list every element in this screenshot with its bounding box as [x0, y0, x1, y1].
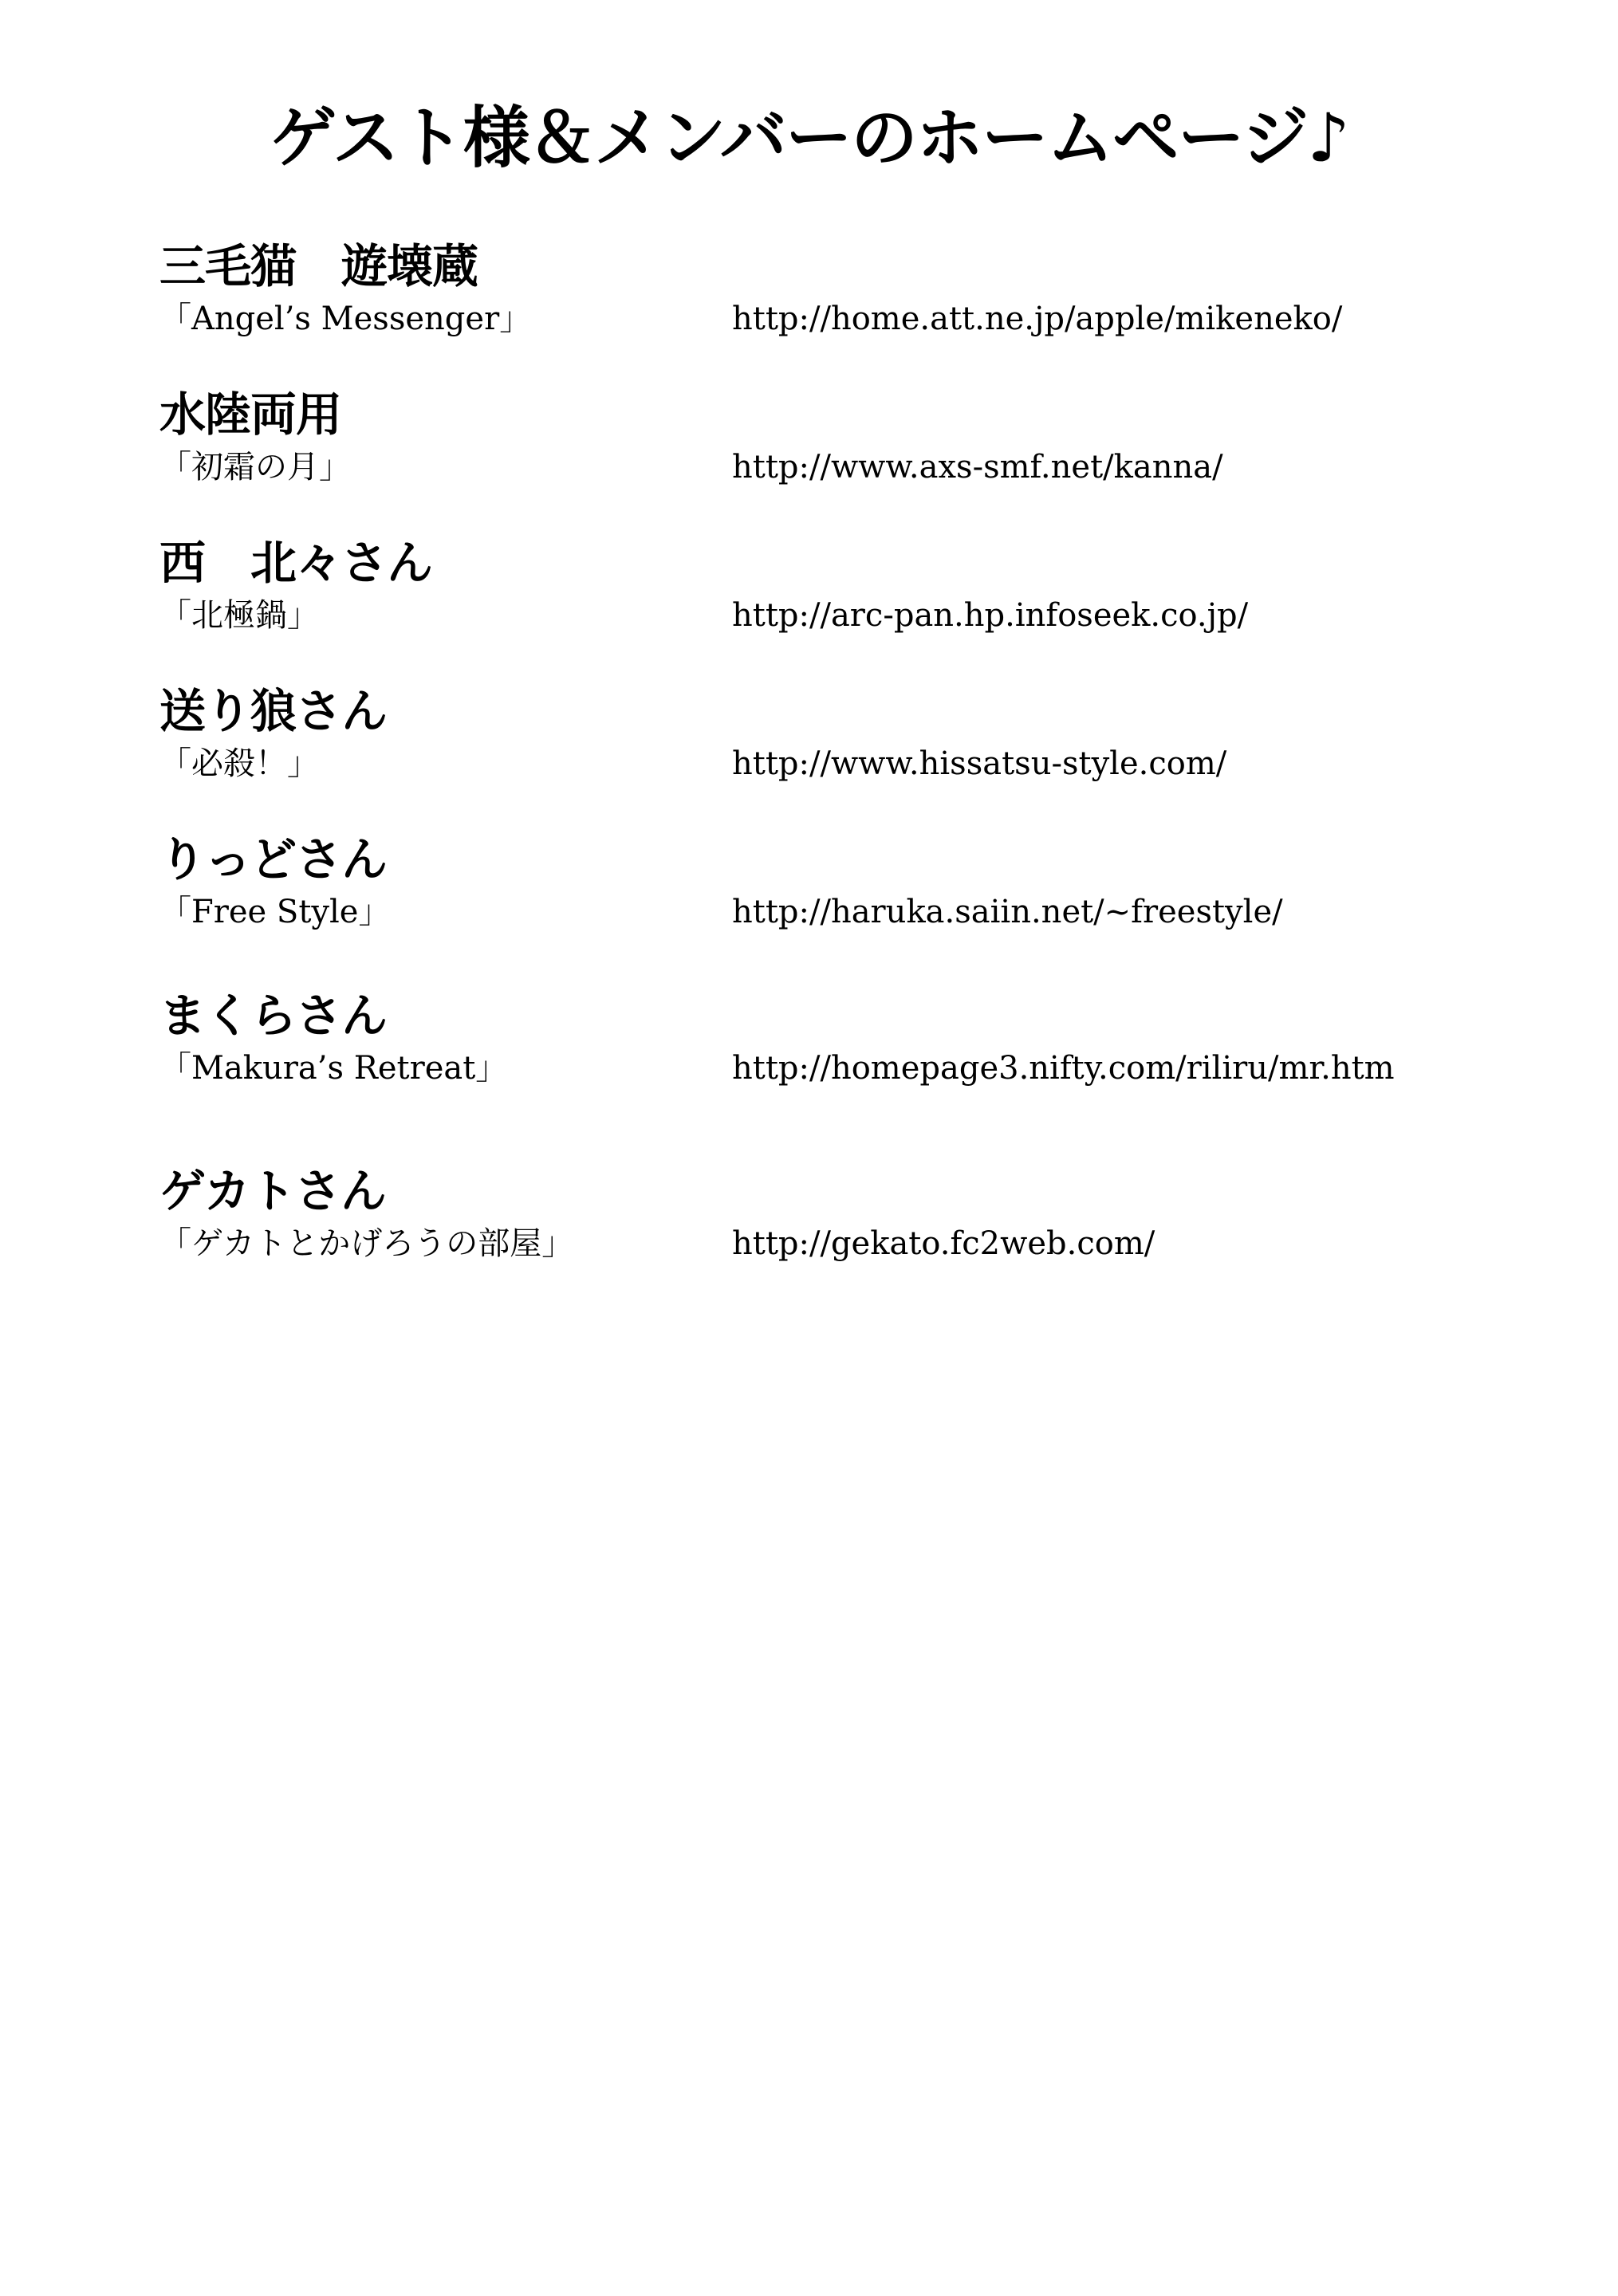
member-name: 水陸両用	[159, 387, 342, 442]
list-item	[159, 1162, 1595, 1269]
homepage-link[interactable]: http://homepage3.nifty.com/riliru/mr.htm	[732, 1050, 1395, 1087]
member-name: りっどさん	[159, 832, 388, 887]
list-item	[159, 831, 1595, 938]
list-item	[159, 238, 1595, 344]
site-title: 「Angel’s Messenger」	[159, 301, 532, 337]
site-title: 「Makura’s Retreat」	[159, 1050, 508, 1087]
page-title: ゲスト様＆メンバーのホームページ♪	[270, 99, 1348, 177]
site-title: 「必殺！」	[159, 745, 319, 782]
list-item	[159, 682, 1595, 789]
homepage-link[interactable]: http://arc-pan.hp.infoseek.co.jp/	[732, 597, 1249, 634]
homepage-link[interactable]: http://gekato.fc2web.com/	[732, 1225, 1155, 1262]
homepage-link[interactable]: http://home.att.ne.jp/apple/mikeneko/	[732, 301, 1343, 337]
homepage-link[interactable]: http://www.axs-smf.net/kanna/	[732, 449, 1223, 486]
list-item	[159, 386, 1595, 493]
site-title: 「Free Style」	[159, 894, 391, 930]
homepage-link[interactable]: http://www.hissatsu-style.com/	[732, 745, 1227, 782]
member-name: まくらさん	[159, 989, 388, 1043]
member-name: ゲカトさん	[159, 1164, 386, 1218]
site-title: 「北極鍋」	[159, 597, 319, 634]
list-item	[159, 534, 1595, 641]
member-name: 送り狼さん	[159, 684, 388, 738]
member-name: 三毛猫 遊壊蔵	[159, 239, 478, 293]
site-title: 「初霜の月」	[159, 449, 351, 486]
homepage-link[interactable]: http://haruka.saiin.net/~freestyle/	[732, 894, 1283, 930]
member-name: 西 北々さん	[159, 536, 433, 590]
list-item	[159, 987, 1595, 1094]
site-title: 「ゲカトとかげろうの部屋」	[159, 1225, 574, 1262]
